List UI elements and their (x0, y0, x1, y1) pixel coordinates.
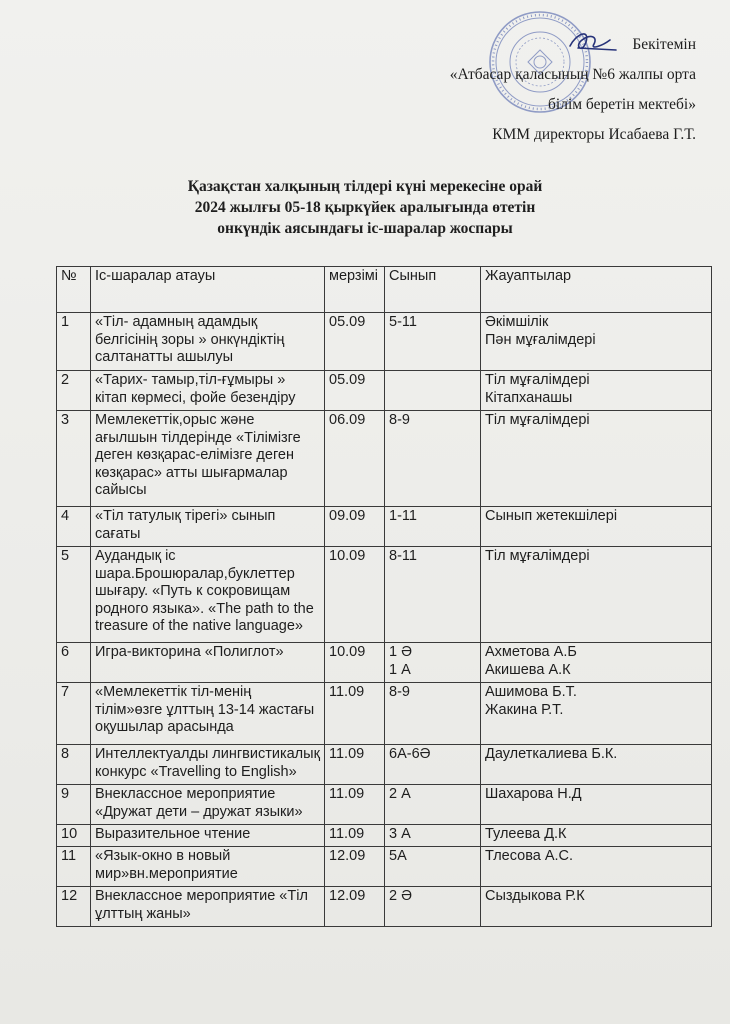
row-responsible-person: Жакина Р.Т. (485, 701, 564, 718)
table-row (57, 825, 712, 847)
row-class-value: 2 Ә (389, 888, 413, 904)
row-class-value: 2 А (389, 786, 411, 802)
events-plan-table (56, 266, 712, 927)
row-responsible-person: Әкімшілік (485, 314, 549, 330)
header-number: № (57, 267, 91, 313)
row-number: 10 (57, 825, 91, 847)
row-responsible-person: Тіл мұғалімдері (485, 372, 590, 388)
header-event-name: Іс-шаралар атауы (91, 267, 325, 313)
row-number: 11 (57, 847, 91, 887)
row-class (385, 643, 481, 683)
row-date: 11.09 (325, 825, 385, 847)
row-event-name: Выразительное чтение (91, 825, 325, 847)
title-line-2: 2024 жылғы 05-18 қыркүйек аралығында өтетін (194, 199, 536, 216)
table-row (57, 547, 712, 643)
row-class-value: 1 А (389, 661, 411, 678)
row-responsible (481, 847, 712, 887)
row-class (385, 847, 481, 887)
row-responsible-person: Сынып жетекшілері (485, 508, 618, 524)
row-class (385, 683, 481, 745)
row-responsible (481, 371, 712, 411)
row-event-name: Игра-викторина «Полиглот» (91, 643, 325, 683)
row-number: 7 (57, 683, 91, 745)
row-event-name: Мемлекеттік,орыс және ағылшын тілдерінде «Тілімізге деген көзқарас-елімізге деген көзқарас» атты шығармалар сайысы (91, 411, 325, 507)
row-responsible-person: Шахарова Н.Д (485, 786, 582, 802)
row-date: 05.09 (325, 313, 385, 371)
row-responsible-person: Сыздыкова Р.К (485, 888, 585, 904)
title-line-1: Қазақстан халқының тілдері күні мерекесіне орай (187, 178, 543, 195)
table-row (57, 313, 712, 371)
row-responsible-person: Кітапханашы (485, 389, 573, 406)
row-class-value: 3 А (389, 826, 411, 842)
header-class: Сынып (385, 267, 481, 313)
row-class-value: 8-9 (389, 684, 410, 700)
table-row (57, 643, 712, 683)
header-date: мерзімі (325, 267, 385, 313)
row-event-name: «Тіл татулық тірегі» сынып сағаты (91, 507, 325, 547)
row-class (385, 887, 481, 927)
row-class-value: 8-11 (389, 548, 417, 564)
row-date: 11.09 (325, 785, 385, 825)
table-row (57, 785, 712, 825)
row-number: 12 (57, 887, 91, 927)
row-responsible-person: Акишева А.К (485, 661, 571, 678)
row-responsible-person: Ашимова Б.Т. (485, 684, 577, 700)
table-row (57, 745, 712, 785)
row-date: 12.09 (325, 847, 385, 887)
row-responsible (481, 683, 712, 745)
row-responsible-person: Тіл мұғалімдері (485, 412, 590, 428)
row-number: 9 (57, 785, 91, 825)
row-number: 6 (57, 643, 91, 683)
row-event-name: «Тарих- тамыр,тіл-ғұмыры » кітап көрмесі, фойе безендіру (91, 371, 325, 411)
row-class-value: 8-9 (389, 412, 410, 428)
approval-line-approved: Бекітемін (632, 36, 696, 53)
table-row (57, 887, 712, 927)
row-responsible (481, 643, 712, 683)
row-event-name: Внеклассное мероприятие «Тіл ұлттың жаны» (91, 887, 325, 927)
row-number: 8 (57, 745, 91, 785)
approval-line-school: «Атбасар қаласының №6 жалпы орта (449, 66, 696, 83)
header-responsible: Жауаптылар (481, 267, 712, 313)
row-responsible-person: Ахметова А.Б (485, 644, 577, 660)
row-responsible (481, 785, 712, 825)
row-number: 4 (57, 507, 91, 547)
row-class (385, 825, 481, 847)
row-event-name: «Язык-окно в новый мир»вн.мероприятие (91, 847, 325, 887)
document-title (0, 176, 730, 239)
row-date: 11.09 (325, 745, 385, 785)
row-event-name: «Мемлекеттік тіл-менің тілім»өзге ұлттың 13-14 жастағы оқушылар арасында (91, 683, 325, 745)
row-date: 10.09 (325, 547, 385, 643)
row-class-value: 6А-6Ә (389, 746, 431, 762)
row-class (385, 785, 481, 825)
row-responsible (481, 313, 712, 371)
row-responsible-person: Пән мұғалімдері (485, 331, 596, 348)
table-row (57, 411, 712, 507)
row-event-name: Интеллектуалды лингвистикалық конкурс «Travelling to English» (91, 745, 325, 785)
table-row (57, 847, 712, 887)
row-date: 09.09 (325, 507, 385, 547)
row-class-value: 5А (389, 848, 407, 864)
row-responsible-person: Тлесова А.С. (485, 848, 574, 864)
table-row (57, 371, 712, 411)
row-class-value: 1-11 (389, 508, 417, 524)
row-event-name: Аудандық іс шара.Брошюралар,буклеттер шығару. «Путь к сокровищам родного языка». «The path to the treasure of the native language» (91, 547, 325, 643)
table-row (57, 507, 712, 547)
row-number: 2 (57, 371, 91, 411)
row-responsible (481, 825, 712, 847)
title-line-3: онкүндік аясындағы іс-шаралар жоспары (217, 220, 513, 237)
approval-line-school-cont: білім беретін мектебі» (548, 96, 696, 113)
row-date: 12.09 (325, 887, 385, 927)
row-responsible (481, 887, 712, 927)
row-number: 5 (57, 547, 91, 643)
row-date: 06.09 (325, 411, 385, 507)
row-responsible (481, 507, 712, 547)
row-event-name: «Тіл- адамның адамдық белгісінің зоры » онкүндіктің салтанатты ашылуы (91, 313, 325, 371)
approval-line-director: КММ директоры Исабаева Г.Т. (492, 126, 696, 143)
row-date: 05.09 (325, 371, 385, 411)
approval-block (450, 30, 696, 150)
row-responsible-person: Тулеева Д.К (485, 826, 567, 842)
row-date: 11.09 (325, 683, 385, 745)
row-event-name: Внеклассное мероприятие «Дружат дети – дружат языки» (91, 785, 325, 825)
table-row (57, 683, 712, 745)
table-body (57, 313, 712, 927)
row-responsible (481, 547, 712, 643)
row-class (385, 371, 481, 411)
row-responsible (481, 745, 712, 785)
row-class (385, 411, 481, 507)
row-class-value: 5-11 (389, 314, 417, 330)
row-class (385, 745, 481, 785)
row-class (385, 547, 481, 643)
row-number: 3 (57, 411, 91, 507)
row-number: 1 (57, 313, 91, 371)
row-class (385, 313, 481, 371)
row-class (385, 507, 481, 547)
row-responsible-person: Тіл мұғалімдері (485, 548, 590, 564)
row-class-value: 1 Ә (389, 644, 413, 660)
table-header-row (57, 267, 712, 313)
row-responsible (481, 411, 712, 507)
row-responsible-person: Даулеткалиева Б.К. (485, 746, 618, 762)
row-date: 10.09 (325, 643, 385, 683)
